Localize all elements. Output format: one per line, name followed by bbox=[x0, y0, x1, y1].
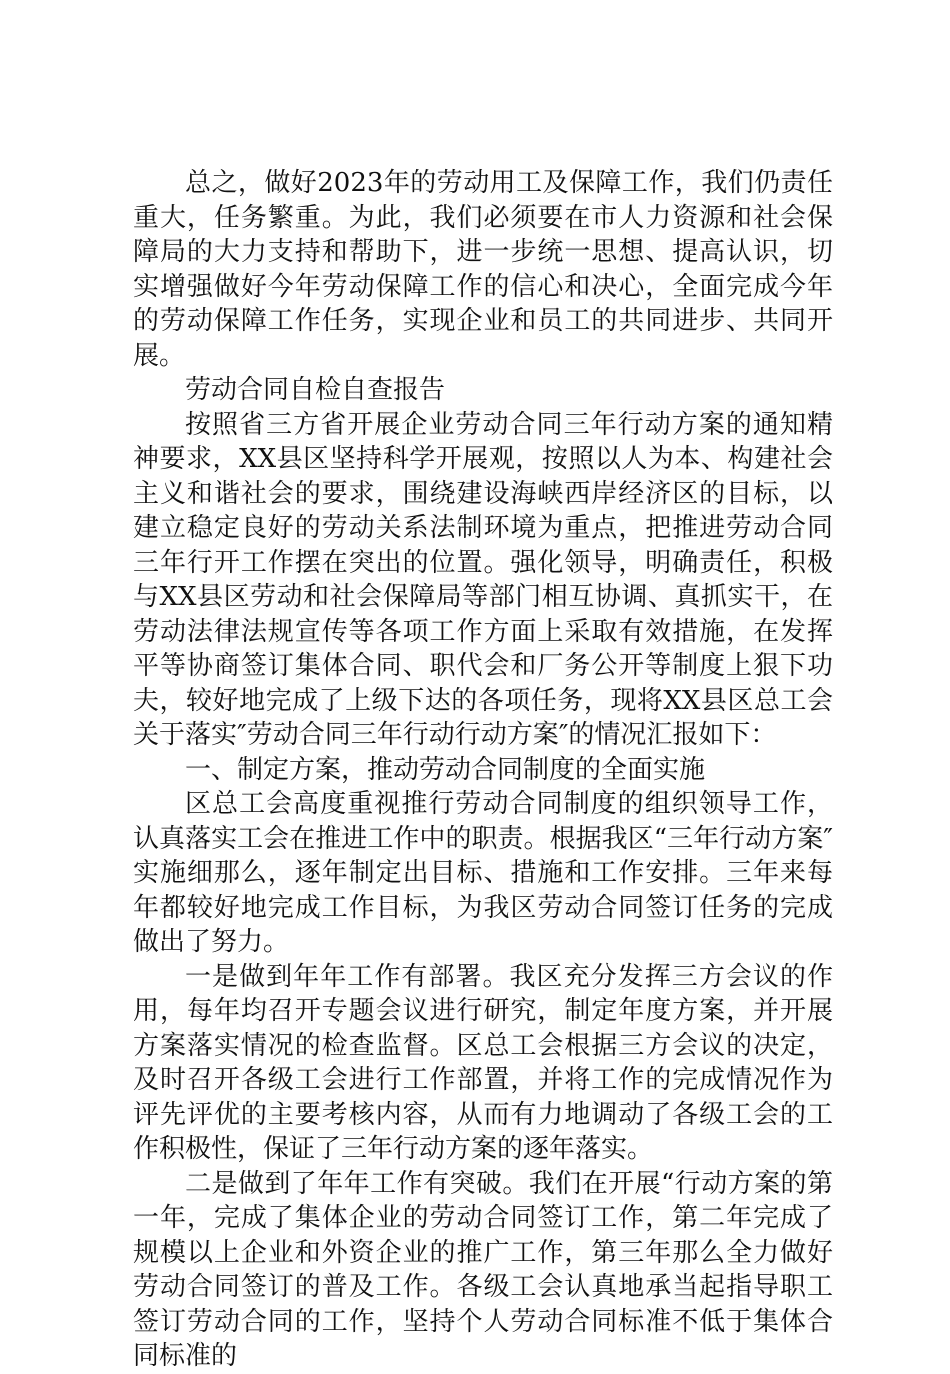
report-title: 劳动合同自检自查报告 bbox=[185, 375, 446, 405]
paragraph-point-1: 一是做到年年工作有部署。我区充分发挥三方会议的作用，每年均召开专题会议进行研究，制定年度方案，并开展方案落实情况的检查监督。区总工会根据三方会议的决定，及时召开各级工会进行工作部置，并将工作的完成情况作为评先评优的主要考核内容，从而有力地调动了各级工会的工作积极性，保证了三年行动方案的逐年落实。 bbox=[133, 961, 833, 1164]
document-body bbox=[133, 166, 833, 1374]
paragraph-section-1: 区总工会高度重视推行劳动合同制度的组织领导工作，认真落实工会在推进工作中的职责。根据我区“三年行动方案″实施细那么，逐年制定出目标、措施和工作安排。三年来每年都较好地完成工作目标，为我区劳动合同签订任务的完成做出了努力。 bbox=[133, 789, 833, 957]
section-heading-1: 一、制定方案，推动劳动合同制度的全面实施 bbox=[185, 754, 706, 785]
paragraph-point-2: 二是做到了年年工作有突破。我们在开展“行动方案的第一年，完成了集体企业的劳动合同签订工作，第二年完成了规模以上企业和外资企业的推广工作，第三年那么全力做好劳动合同签订的普及工作。各级工会认真地承当起指导职工签订劳动合同的工作，坚持个人劳动合同标准不低于集体合同标准的 bbox=[133, 1168, 833, 1371]
paragraph-conclusion: 总之，做好2023年的劳动用工及保障工作，我们仍责任重大，任务繁重。为此，我们必须要在市人力资源和社会保障局的大力支持和帮助下，进一步统一思想、提高认识，切实增强做好今年劳动保障工作的信心和决心，全面完成今年的劳动保障工作任务，实现企业和员工的共同进步、共同开展。 bbox=[133, 168, 833, 371]
paragraph-intro: 按照省三方省开展企业劳动合同三年行动方案的通知精神要求，XX县区坚持科学开展观，按照以人为本、构建社会主义和谐社会的要求，围绕建设海峡西岸经济区的目标，以建立稳定良好的劳动关系法制环境为重点，把推进劳动合同三年行开工作摆在突出的位置。强化领导，明确责任，积极与XX县区劳动和社会保障局等部门相互协调、真抓实干，在劳动法律法规宣传等各项工作方面上采取有效措施，在发挥平等协商签订集体合同、职代会和厂务公开等制度上狠下功夫，较好地完成了上级下达的各项任务，现将XX县区总工会关于落实″劳动合同三年行动行动方案″的情况汇报如下： bbox=[133, 409, 833, 750]
